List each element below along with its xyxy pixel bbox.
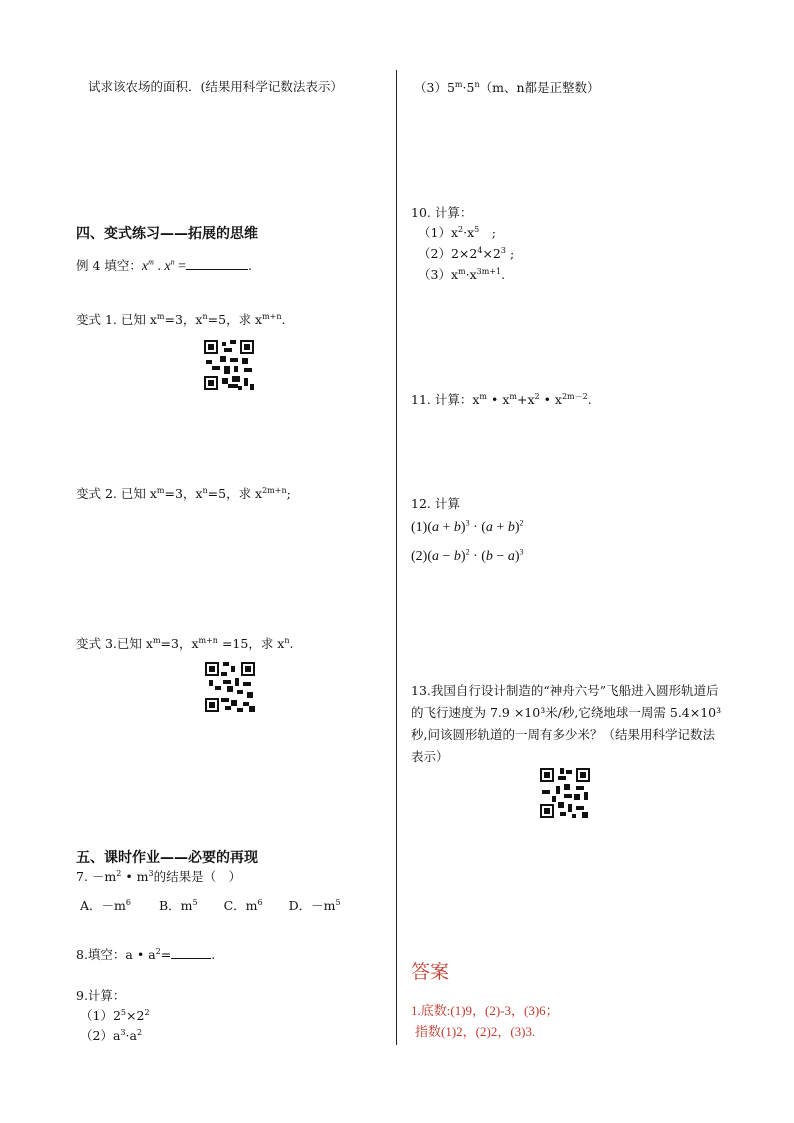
section4-title: 四、变式练习——拓展的思维 bbox=[76, 226, 258, 242]
question-7: 7. $-m^2$ • $m^3$的结果是（ ） bbox=[76, 868, 242, 884]
question-12: 12. 计算 bbox=[411, 496, 460, 511]
question-9-item-1: $(1)2^5\times 2^2$ bbox=[80, 1007, 150, 1023]
variant2: 变式 2. 已知 $x^m=3$，$x^n=5$，求 $x^{2m+n}$; bbox=[76, 485, 291, 501]
answer-title: 答案 bbox=[411, 961, 450, 983]
question-a3: $(3)5^m\cdot 5^n(m$、n都是正整数） bbox=[414, 79, 600, 95]
question-9-item-2: $(2)a^3\cdot a^2$ bbox=[80, 1027, 143, 1043]
intro-text: 试求该农场的面积．(结果用科学记数法表示） bbox=[88, 79, 343, 94]
question-11: 11. 计算：$x^m$ • $x^m+x^2$ • $x^{2m-2}$. bbox=[411, 391, 592, 407]
question-10-item-2: $(2)2\times 2^4\times 2^3$ ; bbox=[418, 245, 515, 261]
qr-code-variant3 bbox=[205, 662, 255, 712]
section5-title: 五、课时作业——必要的再现 bbox=[76, 850, 258, 866]
question-13: 13.我国自行设计制造的“神舟六号”飞船进入圆形轨道后的飞行速度为 7.9 ×10³米/秒,它绕地球一周需 5.4×10³秒,问该圆形轨道的一周有多少米？（结果用科学记数法表示） bbox=[411, 683, 722, 764]
variant3: 变式 3.已知 $x^m=3$，$x^{m+n} =15$，求 $x^n$. bbox=[76, 635, 294, 651]
question-10-item-1: $(1)x^2\cdot x^5$ ; bbox=[418, 224, 496, 240]
question-10: 10. 计算： bbox=[411, 205, 473, 220]
qr-code-q13 bbox=[540, 768, 590, 818]
column-divider bbox=[396, 70, 397, 1045]
example4: 例 4 填空：$x^m$ . $x^n$ = . bbox=[76, 257, 253, 274]
question-8: 8.填空：a • $a^2=$ . bbox=[76, 946, 216, 962]
question-7-options: A．$-m^6$ B．$m^5$ C．$m^6$ D．$-m^5$ bbox=[80, 897, 341, 913]
question-12-item-2: $(2)(a - b)^2 \cdot (b - a)^3$ bbox=[411, 547, 524, 564]
question-9: 9.计算： bbox=[76, 988, 126, 1003]
variant1: 变式 1. 已知 $x^m=3$，$x^n=5$，求 $x^{m+n}$. bbox=[76, 311, 286, 327]
answer-line-1: 1.底数:(1)9，(2)-3，(3)6； bbox=[411, 1003, 559, 1018]
qr-code-variant1 bbox=[204, 340, 254, 390]
question-10-item-3: $(3)x^m\cdot x^{3m+1}$. bbox=[418, 266, 506, 282]
question-12-item-1: $(1)(a + b)^3 \cdot (a + b)^2$ bbox=[411, 518, 524, 535]
answer-line-2: 指数(1)2，(2)2，(3)3. bbox=[415, 1024, 536, 1039]
